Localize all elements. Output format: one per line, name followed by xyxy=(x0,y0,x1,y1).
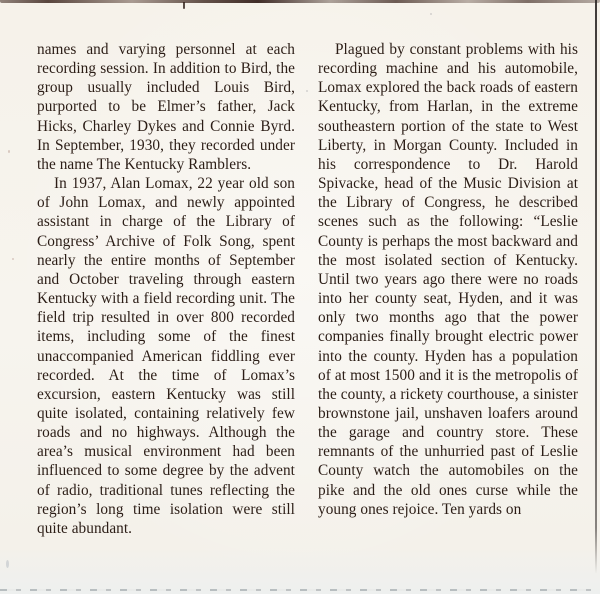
scan-bottom-edge-artifact xyxy=(0,589,600,591)
paper-speck xyxy=(306,90,308,92)
paper-speck xyxy=(430,13,432,15)
paper-speck xyxy=(6,560,9,568)
scan-right-edge-artifact xyxy=(595,0,597,574)
scan-top-edge-tick xyxy=(183,2,185,9)
paragraph-lomax-back-roads: Plagued by constant problems with his recording machine and his automobile, Lomax explored the back roads of eastern Kentucky, from Harlan, in the extreme southeastern portion of the state to West Liberty, in Morgan County. Included in his correspondence to Dr. Harold Spivacke, head of the Music Division at the Library of Congress, he described scenes such as the following: “Leslie County is perhaps the most backward and the most isolated section of Kentucky. Until two years ago there were no roads into her county seat, Hyden, and it was only two months ago that the power companies finally brought electric power into the county. Hyden has a population of at most 1500 and it is the metropolis of the county, a rickety courthouse, a sinister brownstone jail, unshaven loafers around the garage and country store. These remnants of the unhurried past of Leslie County watch the automobiles on the pike and the old ones curse while the young ones rejoice. Ten yards on xyxy=(318,41,578,518)
scan-top-edge-artifact xyxy=(0,0,600,3)
paper-speck xyxy=(8,150,10,153)
paragraph-lomax-1937-trip: In 1937, Alan Lomax, 22 year old son of John Lomax, and newly appointed assistant in charge of the Library of Congress’ Archive of Folk Song, spent nearly the entire months of September and October traveling through eastern Kentucky with a field recording unit. The field trip resulted in over 800 recorded items, including some of the finest unaccompanied American fiddling ever recorded. At the time of Lomax’s excursion, eastern Kentucky was still quite isolated, containing relatively few roads and no highways. Although the area’s musical environment had been influenced to some degree by the advent of radio, traditional tunes reflecting the region’s long time isolation were still quite abundant. xyxy=(37,175,295,537)
paper-speck xyxy=(12,258,14,260)
text-column-right xyxy=(318,40,578,519)
text-column-left xyxy=(37,40,295,538)
paragraph-kentucky-ramblers: names and varying personnel at each recording session. In addition to Bird, the group usually included Louis Bird, purported to be Elmer’s father, Jack Hicks, Charley Dykes and Connie Byrd. In September, 1930, they recorded under the name The Kentucky Ramblers. xyxy=(37,41,295,173)
